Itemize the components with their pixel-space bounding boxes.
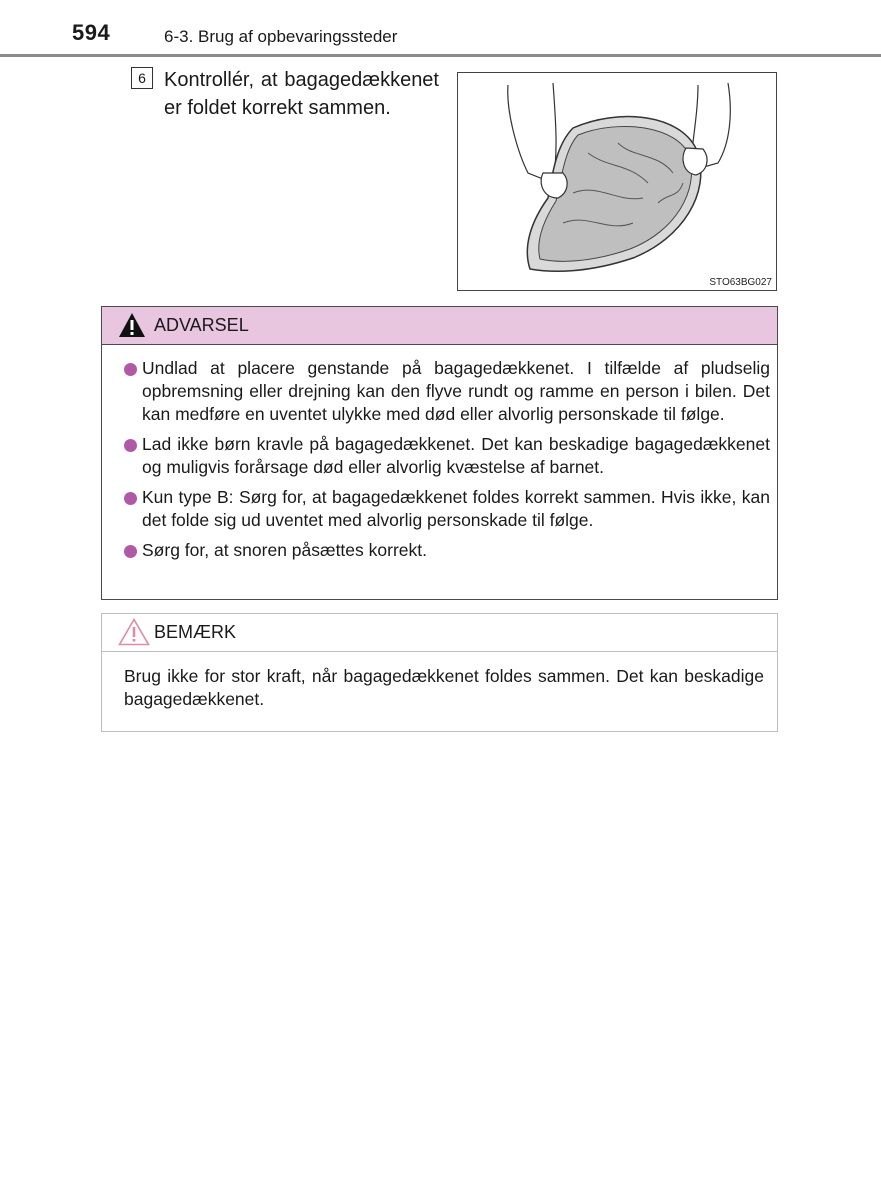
step-number-box: 6: [131, 67, 153, 89]
bullet-icon: [124, 545, 137, 558]
bullet-icon: [124, 363, 137, 376]
folded-cover-drawing: [458, 73, 776, 290]
warning-header: [102, 307, 777, 345]
illustration-folded-cover: [457, 72, 777, 291]
warning-list: [124, 357, 770, 569]
header-rule: [0, 54, 881, 57]
notice-header: [102, 614, 777, 652]
warning-title: ADVARSEL: [154, 315, 249, 335]
page-number: 594: [72, 20, 111, 45]
warning-item: Undlad at placere genstande på bagagedækkenet. I tilfælde af pludselig opbremsning eller drejning kan den flyve rundt og ramme en person i bilen. Det kan medføre en uventet ulykke med død eller alvorlig personskade til følge.: [124, 357, 770, 426]
warning-item: Lad ikke børn kravle på bagagedækkenet. Det kan beskadige bagagedækkenet og muligvis forårsage død eller alvorlig kvæstelse af barnet.: [124, 433, 770, 479]
bullet-icon: [124, 439, 137, 452]
figure-code: STO63BG027: [709, 277, 772, 288]
step-text: Kontrollér, at bagagedækkenet er foldet korrekt sammen.: [164, 69, 439, 119]
notice-box: [101, 613, 778, 732]
warning-box: [101, 306, 778, 600]
notice-title: BEMÆRK: [154, 622, 237, 642]
section-title: 6-3. Brug af opbevaringssteder: [164, 27, 398, 46]
notice-text: Brug ikke for stor kraft, når bagagedækkenet foldes sammen. Det kan beskadige bagagedækkenet.: [124, 666, 764, 709]
bullet-icon: [124, 492, 137, 505]
notice-triangle-icon: [118, 618, 150, 651]
warning-item: Sørg for, at snoren påsættes korrekt.: [124, 539, 770, 562]
warning-triangle-icon: [118, 312, 146, 343]
warning-item: Kun type B: Sørg for, at bagagedækkenet foldes korrekt sammen. Hvis ikke, kan det folde sig ud uventet med alvorlig personskade til følge.: [124, 486, 770, 532]
